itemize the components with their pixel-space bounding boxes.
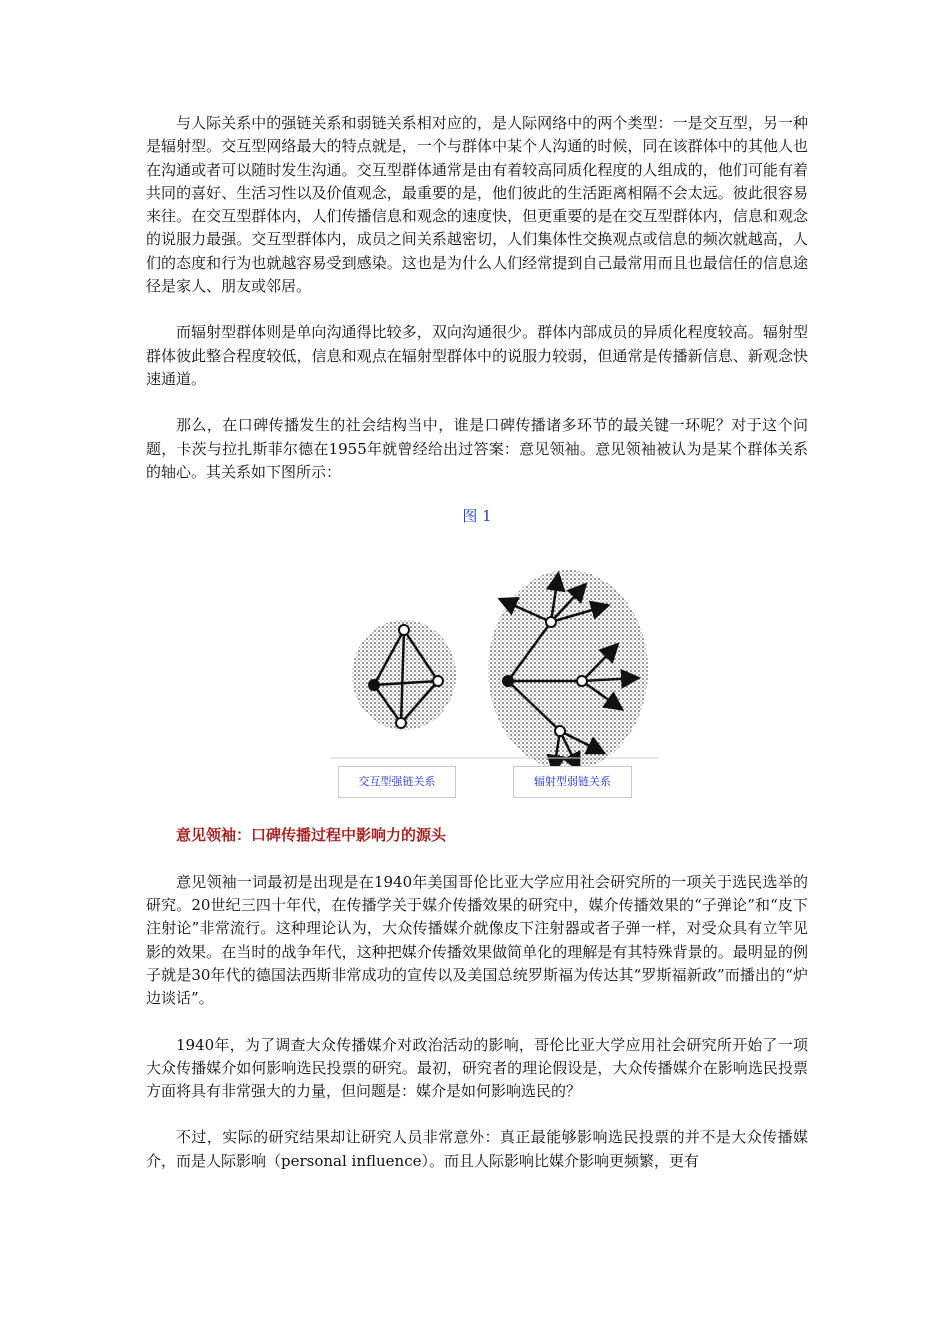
network-diagram-graphic (146, 538, 808, 798)
figure-network-diagram (146, 538, 808, 798)
paragraph-radial-group: 而辐射型群体则是单向沟通得比较多，双向沟通很少。群体内部成员的异质化程度较高。辐射型群体彼此整合程度较低，信息和观点在辐射型群体中的说服力较弱，但通常是传播新信息、新观念快速通道。 (146, 323, 808, 388)
radial-network (488, 570, 648, 770)
paragraph-1940-study: 1940年，为了调查大众传播媒介对政治活动的影响，哥伦比亚大学应用社会研究所开始了一项大众传播媒介如何影响选民投票的研究。最初，研究者的理论假设是，大众传播媒介在影响选民投票方面将具有非常强大的力量，但问题是：媒介是如何影响选民的？ (146, 1035, 808, 1101)
paragraph-study-results: 不过，实际的研究结果却让研究人员非常意外：真正最能够影响选民投票的并不是大众传播媒介，而是人际影响（personal influence）。而且人际影响比媒介影响更频繁，更有 (146, 1128, 808, 1170)
paragraph-origin-of-term: 意见领袖一词最初是出现是在1940年美国哥伦比亚大学应用社会研究所的一项关于选民选举的研究。20世纪三四十年代，在传播学关于媒介传播效果的研究中，媒介传播效果的“子弹论”和“皮下注射论”非常流行。这种理论认为，大众传播媒介就像皮下注射器或者子弹一样，对受众具有立竿见影的效果。在当时的战争年代，这种把媒介传播效果做简单化的理解是有其特殊背景的。最明显的例子就是30年代的德国法西斯非常成功的宣传以及美国总统罗斯福为传达其“罗斯福新政”而播出的“炉边谈话”。 (146, 872, 808, 1008)
figure-title: 图 1 (462, 507, 492, 526)
paragraph-opinion-leader-intro: 那么，在口碑传播发生的社会结构当中，谁是口碑传播诸多环节的最关键一环呢？对于这个问题，卡茨与拉扎斯菲尔德在1955年就曾经给出过答案：意见领袖。意见领袖被认为是某个群体关系的轴心。其关系如下图所示： (146, 416, 808, 481)
paragraph-network-types: 与人际关系中的强链关系和弱链关系相对应的，是人际网络中的两个类型：一是交互型，另一种是辐射型。交互型网络最大的特点就是，一个与群体中某个人沟通的时候，同在该群体中的其他人也在沟通或者可以随时发生沟通。交互型群体通常是由有着较高同质化程度的人组成的，他们可能有着共同的喜好、生活习性以及价值观念，最重要的是，他们彼此的生活距离相隔不会太远。彼此很容易来往。在交互型群体内，人们传播信息和观念的速度快，但更重要的是在交互型群体内，信息和观念的说服力最强。交互型群体内，成员之间关系越密切，人们集体性交换观点或信息的频次就越高，人们的态度和行为也就越容易受到感染。这也是为什么人们经常提到自己最常用而且也最信任的信息途径是家人、朋友或邻居。 (146, 114, 808, 296)
section-heading-opinion-leader: 意见领袖：口碑传播过程中影响力的源头 (176, 826, 447, 845)
caption-radial-weak-tie: 辐射型弱链关系 (513, 766, 632, 798)
interactive-network (352, 620, 456, 730)
document-page (146, 112, 808, 1196)
caption-interactive-strong-tie: 交互型强链关系 (338, 766, 456, 798)
